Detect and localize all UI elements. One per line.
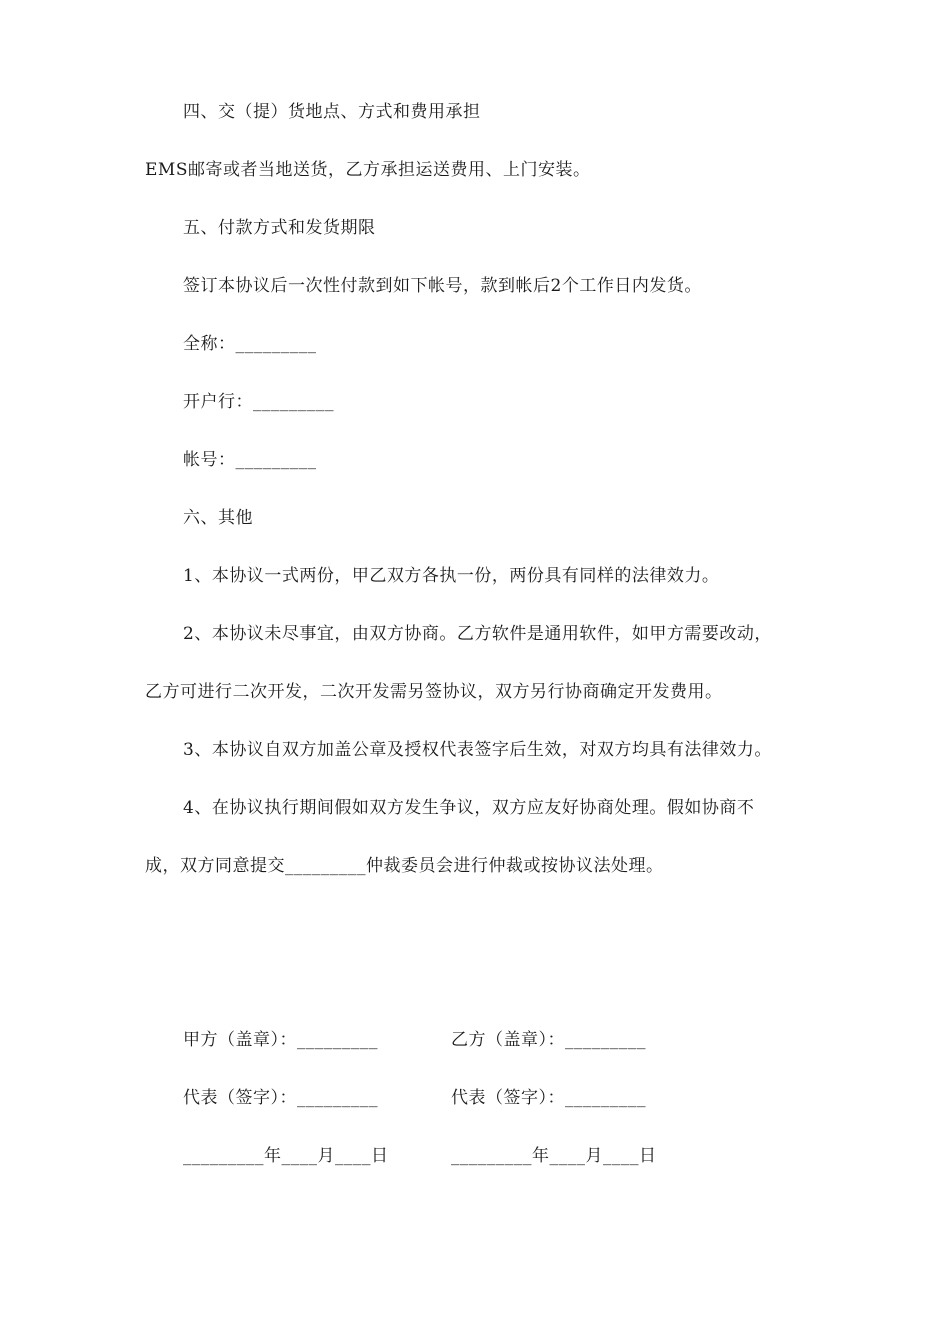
bank-field: 开户行：_________	[183, 392, 334, 412]
account-number-field: 帐号：_________	[183, 450, 317, 470]
section-5-heading: 五、付款方式和发货期限	[183, 218, 376, 238]
section-6-heading: 六、其他	[183, 508, 253, 528]
party-a-date: _________年____月____日	[183, 1146, 389, 1166]
party-b-representative: 代表（签字）：_________	[451, 1088, 646, 1108]
section-4-body: EMS邮寄或者当地送货，乙方承担运送费用、上门安装。	[145, 160, 591, 180]
clause-4-line-2: 成，双方同意提交_________仲裁委员会进行仲裁或按协议法处理。	[145, 856, 664, 876]
clause-2-line-1: 2、本协议未尽事宜，由双方协商。乙方软件是通用软件，如甲方需要改动，	[183, 624, 772, 644]
party-b-seal: 乙方（盖章）：_________	[451, 1030, 646, 1050]
party-b-date: _________年____月____日	[451, 1146, 657, 1166]
account-name-field: 全称：_________	[183, 334, 317, 354]
clause-1: 1、本协议一式两份，甲乙双方各执一份，两份具有同样的法律效力。	[183, 566, 720, 586]
party-a-representative: 代表（签字）：_________	[183, 1088, 378, 1108]
section-5-body: 签订本协议后一次性付款到如下帐号，款到帐后2个工作日内发货。	[183, 276, 702, 296]
clause-2-line-2: 乙方可进行二次开发，二次开发需另签协议，双方另行协商确定开发费用。	[145, 682, 723, 702]
clause-3: 3、本协议自双方加盖公章及授权代表签字后生效，对双方均具有法律效力。	[183, 740, 772, 760]
section-4-heading: 四、交（提）货地点、方式和费用承担	[183, 102, 481, 122]
party-a-seal: 甲方（盖章）：_________	[183, 1030, 378, 1050]
clause-4-line-1: 4、在协议执行期间假如双方发生争议，双方应友好协商处理。假如协商不	[183, 798, 755, 818]
